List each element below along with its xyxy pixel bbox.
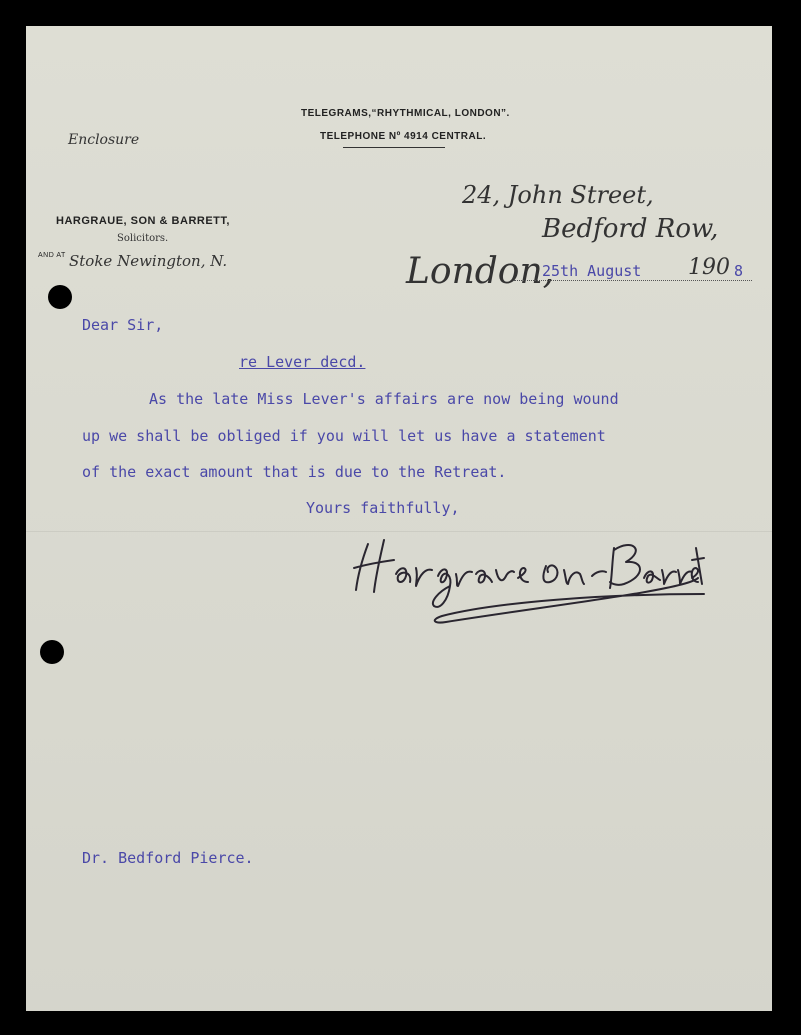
firm-name: HARGRAUE, SON & BARRETT, bbox=[56, 215, 230, 227]
enclosure-note: Enclosure bbox=[68, 132, 140, 148]
handwritten-signature bbox=[346, 526, 706, 626]
city-name: London, bbox=[406, 251, 555, 292]
salutation: Dear Sir, bbox=[82, 316, 164, 334]
date-dotted-line bbox=[514, 280, 752, 281]
street-address: 24, John Street, bbox=[462, 181, 654, 209]
solicitors-label: Solicitors. bbox=[117, 233, 169, 244]
addressee: Dr. Bedford Pierce. bbox=[82, 849, 254, 867]
branch-address: Stoke Newington, N. bbox=[69, 252, 228, 270]
letter-paper bbox=[26, 26, 772, 1011]
punch-hole-top bbox=[48, 285, 72, 309]
and-at-label: AND AT bbox=[38, 252, 66, 259]
date-year-suffix: 8 bbox=[734, 262, 744, 280]
bedford-row-address: Bedford Row, bbox=[542, 214, 719, 244]
telegrams-line: TELEGRAMS,“RHYTHMICAL, LONDON”. bbox=[301, 108, 510, 119]
body-line-3: of the exact amount that is due to the Retreat. bbox=[82, 463, 507, 481]
telephone-line: TELEPHONE Nº 4914 CENTRAL. bbox=[320, 131, 487, 142]
telephone-rule bbox=[343, 147, 445, 148]
body-line-1: As the late Miss Lever's affairs are now being wound bbox=[149, 390, 619, 408]
body-line-2: up we shall be obliged if you will let us have a statement bbox=[82, 427, 606, 445]
date-year-prefix: 190 bbox=[688, 255, 730, 280]
subject-line: re Lever decd. bbox=[239, 353, 366, 371]
closing: Yours faithfully, bbox=[306, 499, 460, 517]
punch-hole-bottom bbox=[40, 640, 64, 664]
date-typed: 25th August bbox=[542, 262, 642, 280]
